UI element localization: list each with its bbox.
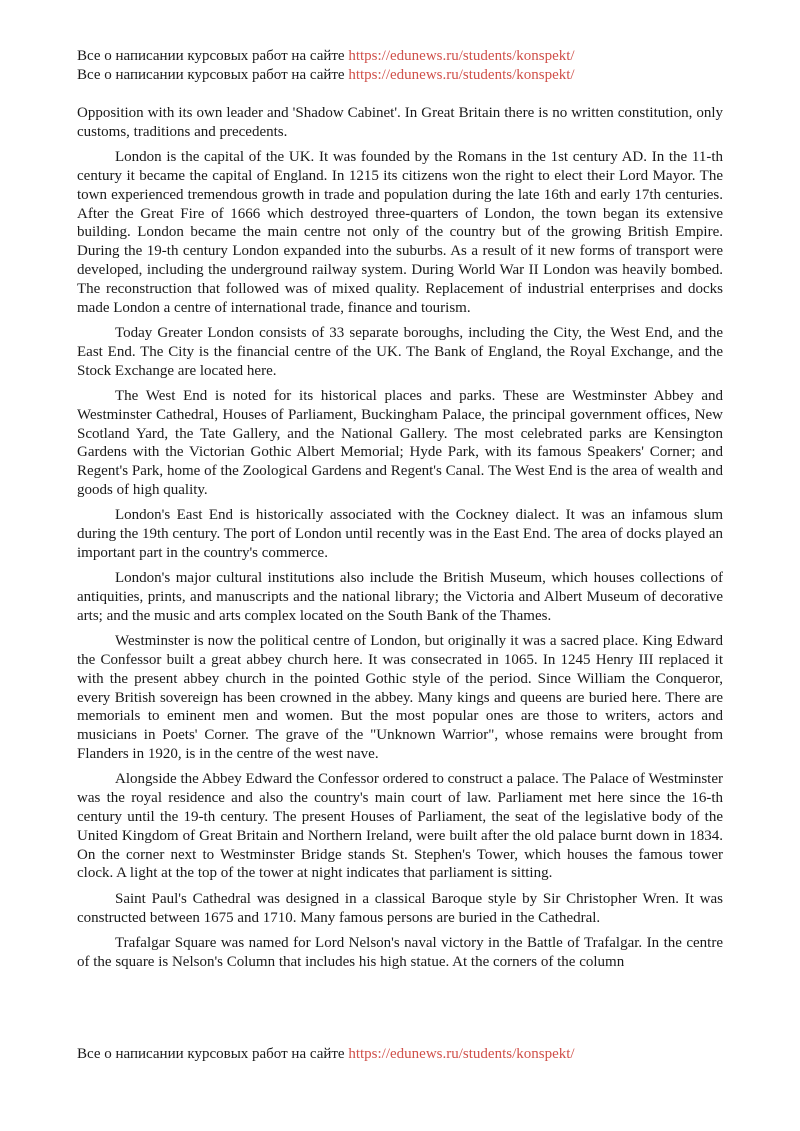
paragraph-westminster: Westminster is now the political centre of London, but originally it was a sacred place. King Edward the Confessor built a great abbey church here. It was consecrated in 1065. In 1245 Henry III replaced it with the present abbey church in the pointed Gothic style of the period. Since William the Conqueror, every British sovereign has been crowned in the abbey. Many kings and queens are buried here. There are memorials to eminent men and women. But the most popular ones are those to writers, actors and musicians in Poets' Corner. The grave of the "Unknown Warrior", whose remains were brought from Flanders in 1920, is in the centre of the west nave. bbox=[77, 633, 723, 763]
paragraph-east-end: London's East End is historically associated with the Cockney dialect. It was an infamous slum during the 19th century. The port of London until recently was in the East End. The area of docks played an important part in the country's commerce. bbox=[77, 507, 723, 561]
page-footer bbox=[77, 1045, 723, 1064]
paragraph-cultural-institutions: London's major cultural institutions also include the British Museum, which houses collections of antiquities, prints, and manuscripts and the national library; the Victoria and Albert Museum of decorative arts; and the music and arts complex located on the South Bank of the Thames. bbox=[77, 570, 723, 624]
paragraph-trafalgar-square: Trafalgar Square was named for Lord Nelson's naval victory in the Battle of Trafalgar. In the centre of the square is Nelson's Column that includes his high statue. At the corners of the column bbox=[77, 935, 723, 970]
paragraph-continuation: Opposition with its own leader and 'Shadow Cabinet'. In Great Britain there is no written constitution, only customs, traditions and precedents. bbox=[77, 105, 723, 140]
document-page bbox=[77, 0, 723, 1131]
header-watermark-text: Все о написании курсовых работ на сайте bbox=[77, 67, 349, 83]
paragraph-st-pauls: Saint Paul's Cathedral was designed in a classical Baroque style by Sir Christopher Wren. It was constructed between 1675 and 1710. Many famous persons are buried in the Cathedral. bbox=[77, 890, 723, 926]
header-watermark-line bbox=[77, 47, 723, 66]
paragraph-palace-of-westminster: Alongside the Abbey Edward the Confessor ordered to construct a palace. The Palace of Westminster was the royal residence and also the country's main court of law. Parliament met here since the 16-th century until the 19-th century. The present Houses of Parliament, the seat of the legislative body of the United Kingdom of Great Britain and Northern Ireland, were built after the old palace burnt down in 1834. On the corner next to Westminster Bridge stands St. Stephen's Tower, which houses the famous tower clock. A light at the top of the tower at night indicates that parliament is sitting. bbox=[77, 771, 723, 882]
document-body bbox=[77, 104, 723, 978]
header-watermark-link[interactable]: https://edunews.ru/students/konspekt/ bbox=[348, 67, 575, 83]
footer-watermark-text: Все о написании курсовых работ на сайте bbox=[77, 1046, 349, 1062]
paragraph-west-end: The West End is noted for its historical places and parks. These are Westminster Abbey and Westminster Cathedral, Houses of Parliament, Buckingham Palace, the principal government offices, New Scotland Yard, the Tate Gallery, and the National Gallery. The most celebrated parks are Kensington Gardens with the Victorian Gothic Albert Memorial; Hyde Park, with its famous Speakers' Corner; and Regent's Park, home of the Zoological Gardens and Regent's Canal. The West End is the area of wealth and goods of high quality. bbox=[77, 387, 723, 498]
paragraph-greater-london: Today Greater London consists of 33 separate boroughs, including the City, the West End, and the East End. The City is the financial centre of the UK. The Bank of England, the Royal Exchange, and the Stock Exchange are located here. bbox=[77, 324, 723, 379]
footer-watermark-link[interactable]: https://edunews.ru/students/konspekt/ bbox=[348, 1046, 575, 1062]
header-watermark-text: Все о написании курсовых работ на сайте bbox=[77, 48, 349, 64]
header-watermark-line bbox=[77, 66, 723, 85]
paragraph-london-history: London is the capital of the UK. It was founded by the Romans in the 1st century AD. In the 11-th century it became the capital of England. In 1215 its citizens won the right to elect their Lord Mayor. The town experienced tremendous growth in trade and population during the late 16th and early 17th centuries. After the Great Fire of 1666 which destroyed three-quarters of London, the town began its extensive building. London became the main centre not only of the country but of the growing British Empire. During the 19-th century London expanded into the suburbs. As a result of it new forms of transport were developed, including the underground railway system. During World War II London was heavily bombed. The reconstruction that followed was of mixed quality. Replacement of industrial enterprises and docks made London a centre of international trade, finance and tourism. bbox=[77, 149, 723, 316]
page-header bbox=[77, 47, 723, 85]
header-watermark-link[interactable]: https://edunews.ru/students/konspekt/ bbox=[348, 48, 575, 64]
